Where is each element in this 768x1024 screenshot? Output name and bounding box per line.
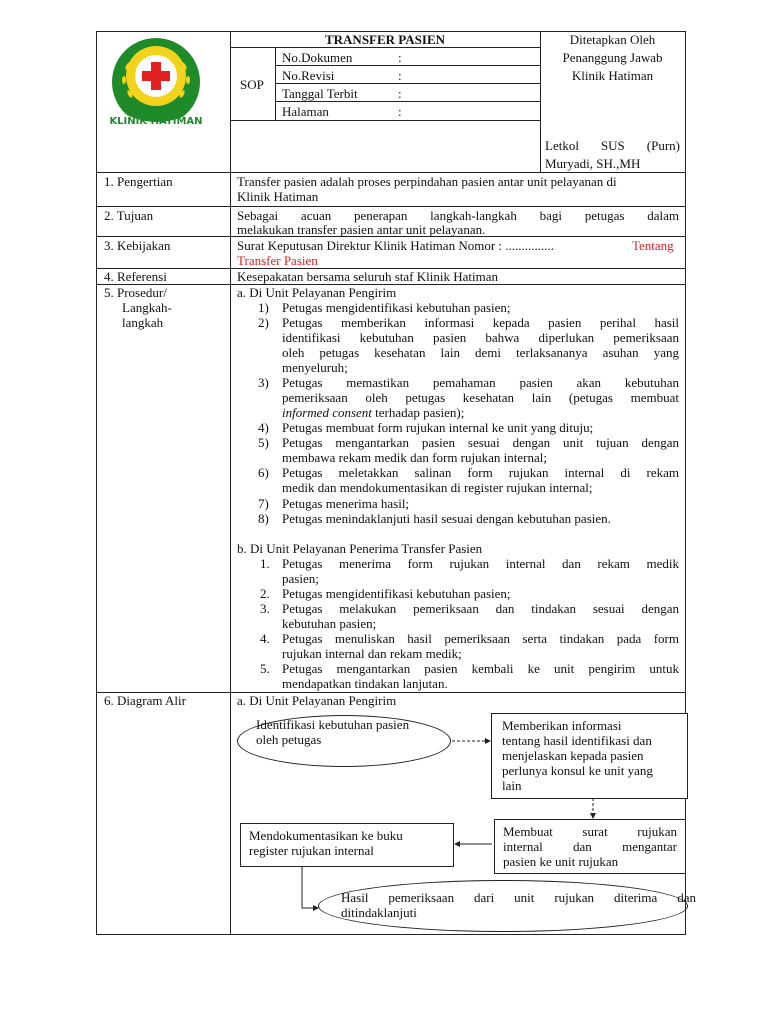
- list-item-number: 4): [258, 420, 269, 435]
- list-item-number: 1.: [260, 556, 270, 571]
- list-item-number: 2): [258, 315, 269, 330]
- flow-node-informasi: [491, 713, 688, 799]
- row-kebijakan-label: 3. Kebijakan: [104, 238, 171, 253]
- field-no-dokumen-sep: :: [398, 50, 402, 65]
- list-item: Petugas menindaklanjuti hasil sesuai dengan kebutuhan pasien.: [282, 511, 611, 526]
- flow-node-surat-rujukan-text-1: Membuat surat rujukan: [503, 824, 677, 839]
- arrow-4-to-5: [302, 866, 318, 908]
- list-item-continued: pasien;: [282, 571, 319, 586]
- list-item: Petugas menuliskan hasil pemeriksaan serta tindakan pada form: [282, 631, 679, 646]
- flow-node-dokumentasi: [240, 823, 454, 867]
- row-pengertian-label: 1. Pengertian: [104, 174, 173, 189]
- diagram-a-title: a. Di Unit Pelayanan Pengirim: [237, 693, 397, 708]
- italic-term: informed consent: [282, 405, 372, 420]
- flow-node-informasi-text-3: menjelaskan kepada pasien: [502, 748, 644, 763]
- list-item-number: 2.: [260, 586, 270, 601]
- row-referensi-text: Kesepakatan bersama seluruh staf Klinik Hatiman: [237, 269, 498, 284]
- row-prosedur-label-2: Langkah-: [122, 300, 172, 315]
- row-tujuan-text-1: Sebagai acuan penerapan langkah-langkah bagi petugas dalam: [237, 208, 679, 223]
- field-tanggal-terbit-sep: :: [398, 86, 402, 101]
- list-item-number: 4.: [260, 631, 270, 646]
- field-halaman-label: Halaman: [282, 104, 329, 119]
- row-tujuan-text-2: melakukan transfer pasien antar unit pelayanan.: [237, 222, 486, 237]
- list-item: Petugas meletakkan salinan form rujukan internal di rekam: [282, 465, 679, 480]
- flow-node-identifikasi-text-1: Identifikasi kebutuhan pasien: [256, 717, 410, 732]
- field-halaman-sep: :: [398, 104, 402, 119]
- field-no-dokumen-label: No.Dokumen: [282, 50, 353, 65]
- list-item: Petugas mengidentifikasi kebutuhan pasien;: [282, 300, 511, 315]
- list-item-continued: medik dan mendokumentasikan di register rujukan internal;: [282, 480, 593, 495]
- list-item-continued: kebutuhan pasien;: [282, 616, 377, 631]
- list-item: Petugas memastikan pemahaman pasien akan kebutuhan: [282, 375, 679, 390]
- list-item-continued: membawa rekam medik dan form rujukan internal;: [282, 450, 547, 465]
- list-item-continued: mendapatkan tindakan lanjutan.: [282, 676, 448, 691]
- row-prosedur-label-1: 5. Prosedur/: [104, 285, 167, 300]
- flow-node-surat-rujukan-text-3: pasien ke unit rujukan: [503, 854, 619, 869]
- flow-node-surat-rujukan-text-2: internal dan mengantar: [503, 839, 677, 854]
- row-kebijakan-text-red-2: Transfer Pasien: [237, 253, 318, 268]
- flow-node-dokumentasi-text-1: Mendokumentasikan ke buku: [249, 828, 403, 843]
- list-item-number: 6): [258, 465, 269, 480]
- row-kebijakan-text-red-1: Tentang: [632, 238, 674, 253]
- row-tujuan-label: 2. Tujuan: [104, 208, 154, 223]
- list-item: Petugas mengantarkan pasien kembali ke unit pengirim untuk: [282, 661, 679, 676]
- row-prosedur-label-3: langkah: [122, 315, 164, 330]
- list-item: Petugas membuat form rujukan internal ke unit yang dituju;: [282, 420, 594, 435]
- list-item-text: terhadap pasien);: [371, 405, 465, 420]
- list-item-number: 5.: [260, 661, 270, 676]
- list-item: Petugas menerima hasil;: [282, 496, 410, 511]
- signer-name: Muryadi, SH.,MH: [545, 156, 641, 171]
- field-tanggal-terbit-label: Tanggal Terbit: [282, 86, 358, 101]
- flow-node-informasi-text-2: tentang hasil identifikasi dan: [502, 733, 652, 748]
- list-item-number: 3): [258, 375, 269, 390]
- list-item: Petugas menerima form rujukan internal dan rekam medik: [282, 556, 679, 571]
- flow-node-hasil-text-2: ditindaklanjuti: [341, 905, 417, 920]
- row-diagram-label: 6. Diagram Alir: [104, 693, 186, 708]
- list-item: Petugas melakukan pemeriksaan dan tindakan sesuai dengan: [282, 601, 679, 616]
- list-item-number: 5): [258, 435, 269, 450]
- list-item-number: 1): [258, 300, 269, 315]
- approval-line-3: Klinik Hatiman: [571, 68, 654, 83]
- list-item-continued: oleh petugas kesehatan lain demi terlaksananya asuhan yang: [282, 345, 679, 360]
- flow-node-identifikasi-text-2: oleh petugas: [256, 732, 322, 747]
- flow-node-hasil-text-1: Hasil pemeriksaan dari unit rujukan diterima dan: [341, 890, 696, 905]
- list-item-number: 7): [258, 496, 269, 511]
- list-item-number: 3.: [260, 601, 270, 616]
- document-title: TRANSFER PASIEN: [324, 32, 446, 47]
- approval-line-2: Penanggung Jawab: [562, 50, 663, 65]
- list-item: Petugas mengidentifikasi kebutuhan pasien;: [282, 586, 511, 601]
- list-item-continued: menyeluruh;: [282, 360, 348, 375]
- flow-node-surat-rujukan: [494, 819, 686, 874]
- list-item-continued: pemeriksaan oleh petugas kesehatan lain (petugas membuat: [282, 390, 679, 405]
- row-pengertian-text-1: Transfer pasien adalah proses perpindahan pasien antar unit pelayanan di: [237, 174, 617, 189]
- flow-node-dokumentasi-text-2: register rujukan internal: [249, 843, 374, 858]
- sop-label: SOP: [240, 77, 264, 92]
- list-item: Petugas memberikan informasi kepada pasien perihal hasil: [282, 315, 679, 330]
- prosedur-a-title: a. Di Unit Pelayanan Pengirim: [237, 285, 397, 300]
- prosedur-b-title: b. Di Unit Pelayanan Penerima Transfer Pasien: [237, 541, 483, 556]
- list-item-continued: rujukan internal dan rekam medik;: [282, 646, 462, 661]
- row-referensi-label: 4. Referensi: [104, 269, 167, 284]
- row-pengertian-text-2: Klinik Hatiman: [237, 189, 319, 204]
- flow-node-informasi-text-1: Memberikan informasi: [502, 718, 622, 733]
- signer-rank: Letkol SUS (Purn): [545, 138, 680, 153]
- field-no-revisi-sep: :: [398, 68, 402, 83]
- list-item: Petugas mengantarkan pasien sesuai dengan unit tujuan dengan: [282, 435, 679, 450]
- row-kebijakan-text-1: Surat Keputusan Direktur Klinik Hatiman Nomor : ...............: [237, 238, 555, 253]
- flow-node-informasi-text-4: perlunya konsul ke unit yang: [502, 763, 653, 778]
- flow-node-informasi-text-5: lain: [502, 778, 522, 793]
- list-item-continued: identifikasi kebutuhan pasien bahwa diperlukan pemeriksaan: [282, 330, 679, 345]
- list-item-number: 8): [258, 511, 269, 526]
- field-no-revisi-label: No.Revisi: [282, 68, 335, 83]
- logo-text: KLINIK HATIMAN: [109, 116, 203, 127]
- approval-line-1: Ditetapkan Oleh: [569, 32, 656, 47]
